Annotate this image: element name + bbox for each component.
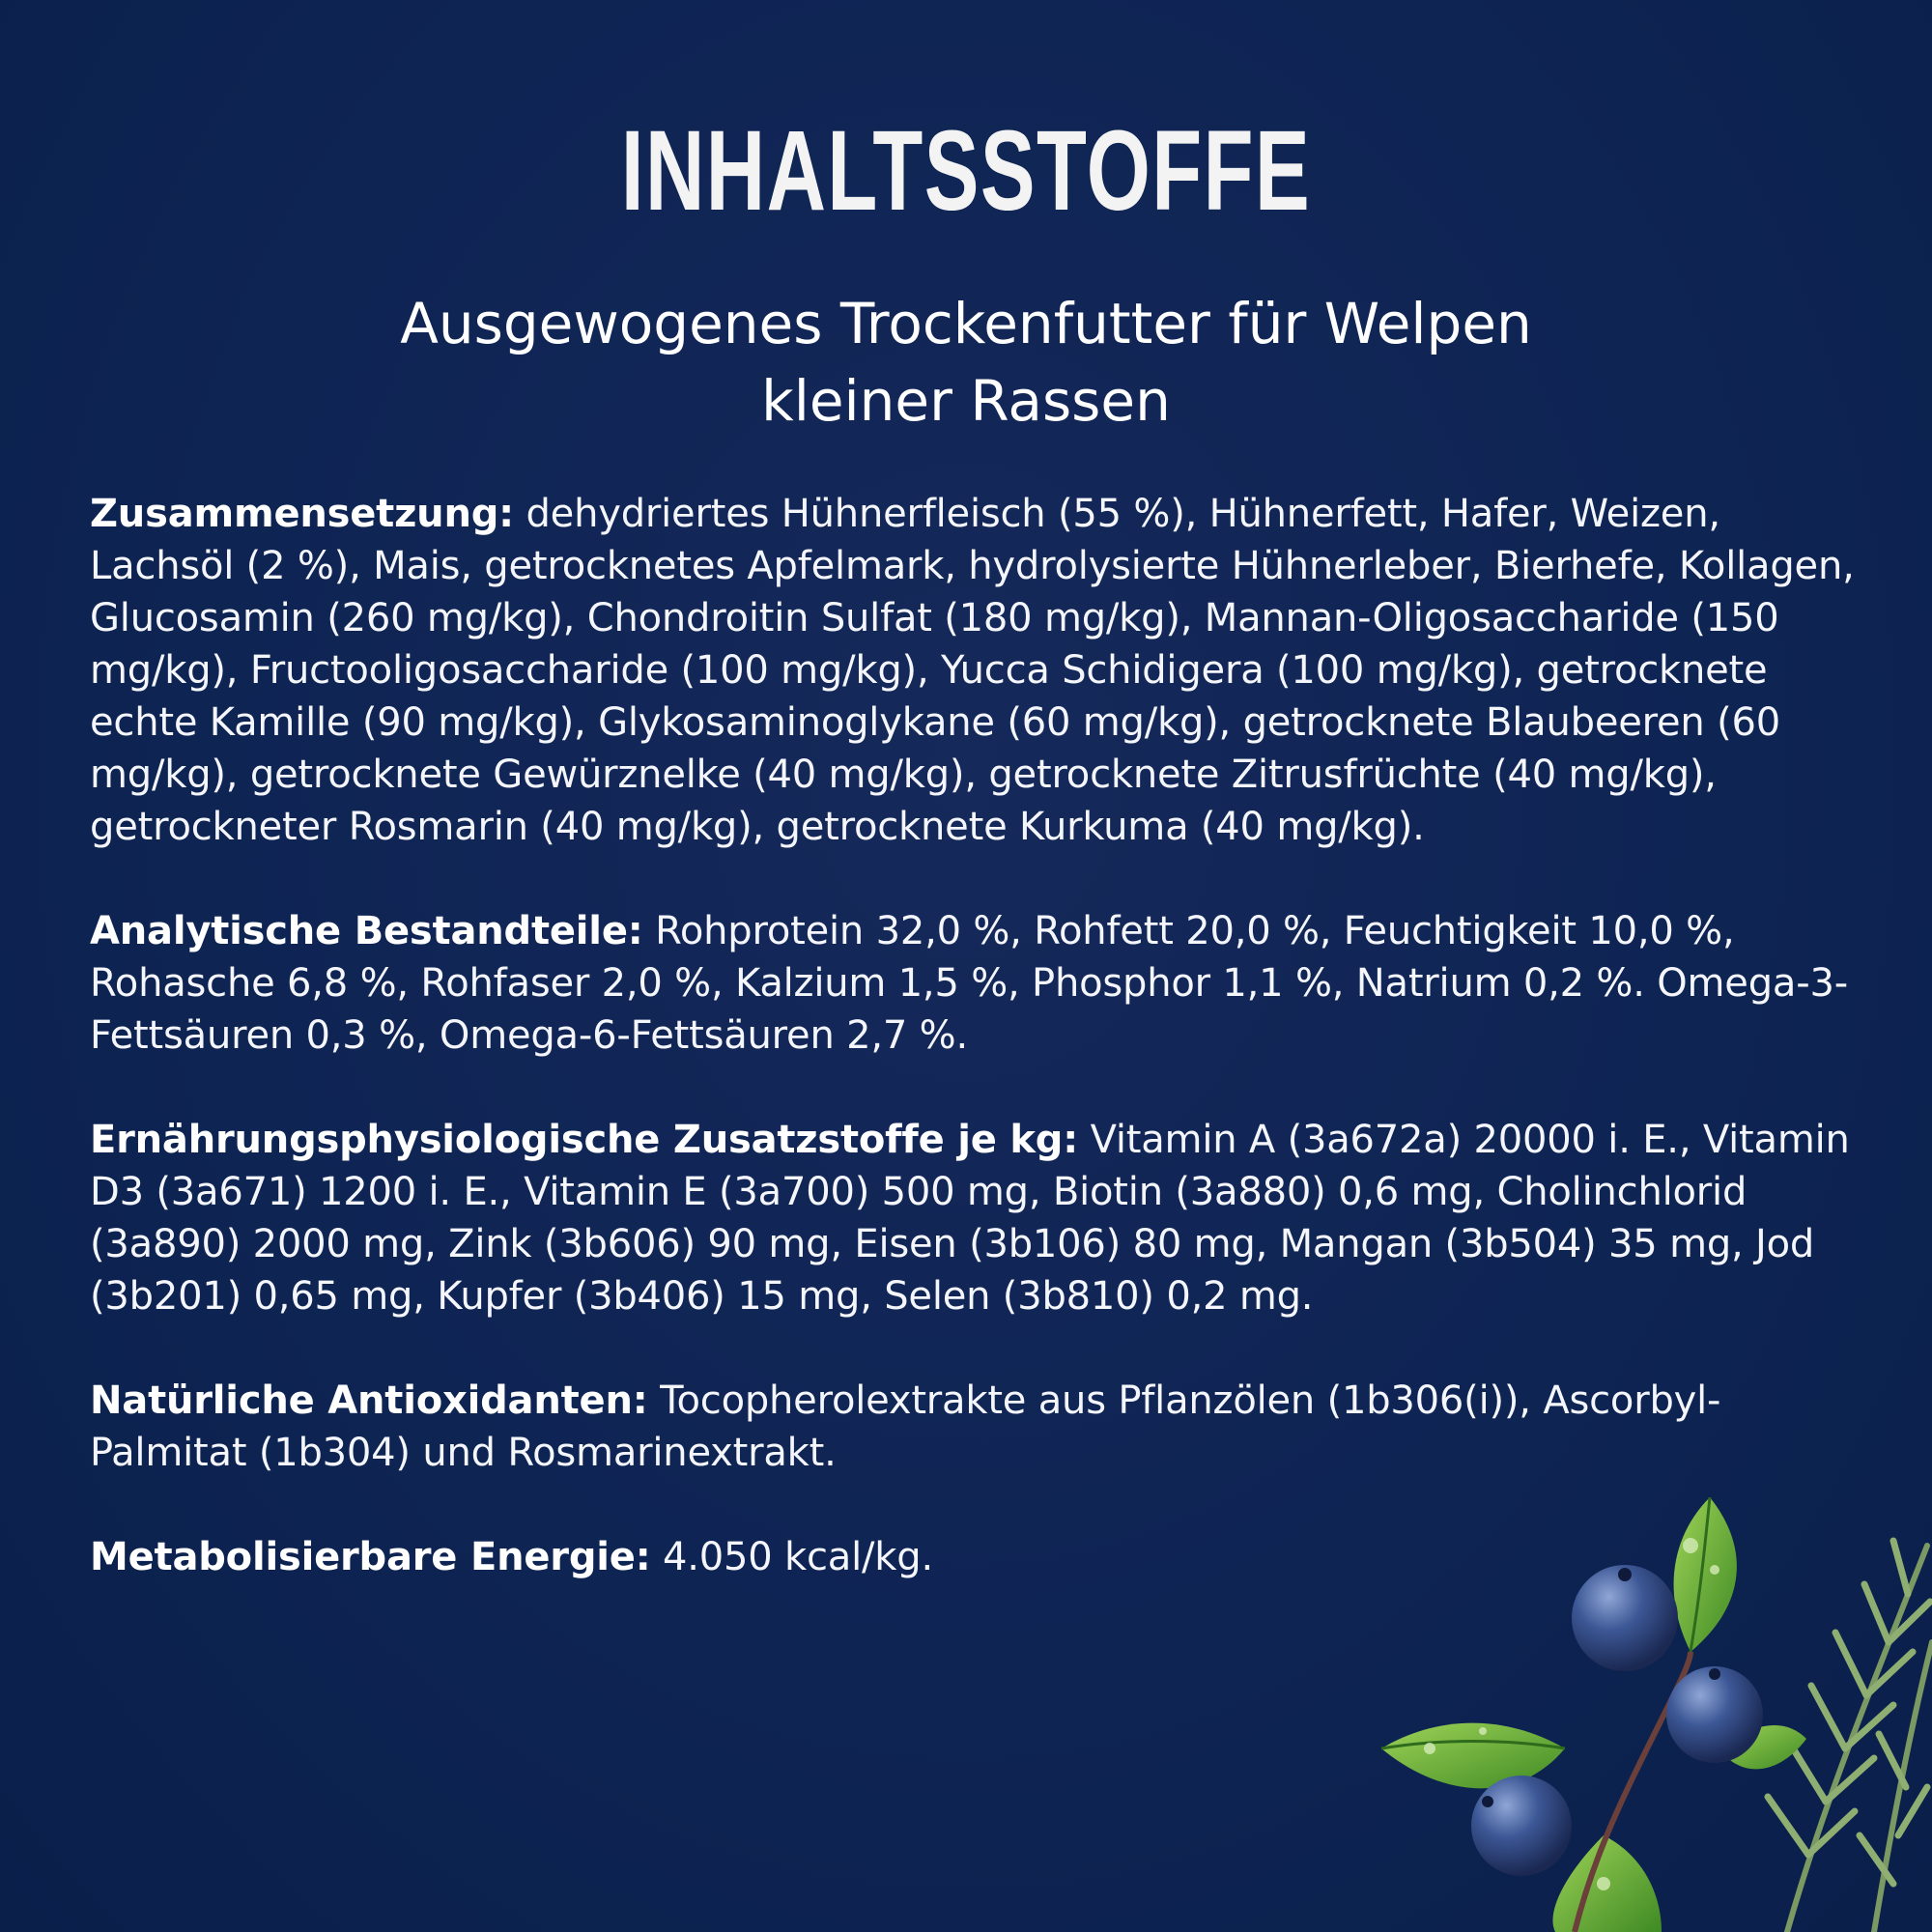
rosemary-needles-icon [1768, 1541, 1930, 1884]
additives-label: Ernährungsphysiologische Zusatzstoffe je kg: [90, 1118, 1079, 1162]
composition-section [90, 488, 1858, 853]
antioxidants-label: Natürliche Antioxidanten: [90, 1378, 648, 1423]
subtitle-line-1: Ausgewogenes Trockenfutter für Welpen [400, 291, 1532, 356]
additives-section [90, 1114, 1858, 1322]
antioxidants-text: Tocopherolextrakte aus Pflanzölen (1b306(i)), Ascorbyl-Palmitat (1b304) und Rosmarinextrakt. [90, 1378, 1721, 1475]
subtitle [193, 285, 1739, 440]
analytical-text: Rohprotein 32,0 %, Rohfett 20,0 %, Feuchtigkeit 10,0 %, Rohasche 6,8 %, Rohfaser 2,0 %, Kalzium 1,5 %, Phosphor 1,1 %, Natrium 0,2 %. Omega-3-Fettsäuren 0,3 %, Omega-6-Fettsäuren 2,7 %. [90, 909, 1848, 1058]
composition-text: dehydriertes Hühnerfleisch (55 %), Hühnerfett, Hafer, Weizen, Lachsöl (2 %), Mais, getrocknetes Apfelmark, hydrolysierte Hühnerleber, Bierhefe, Kollagen, Glucosamin (260 mg/kg), Chondroitin Sulfat (180 mg/kg), Mannan-Oligosaccharide (150 mg/kg), Fructooligosaccharide (100 mg/kg), Yucca Schidigera (100 mg/kg), getrocknete echte Kamille (90 mg/kg), Glykosaminoglykane (60 mg/kg), getrocknete Blaubeeren (60 mg/kg), getrocknete Gewürznelke (40 mg/kg), getrocknete Zitrusfrüchte (40 mg/kg), getrockneter Rosmarin (40 mg/kg), getrocknete Kurkuma (40 mg/kg). [90, 492, 1855, 849]
additives-text: Vitamin A (3a672a) 20000 i. E., Vitamin D3 (3a671) 1200 i. E., Vitamin E (3a700) 500 mg, Biotin (3a880) 0,6 mg, Cholinchlorid (3a890) 2000 mg, Zink (3b606) 90 mg, Eisen (3b106) 80 mg, Mangan (3b504) 35 mg, Jod (3b201) 0,65 mg, Kupfer (3b406) 15 mg, Selen (3b810) 0,2 mg. [90, 1118, 1850, 1319]
blueberry-rosemary-illustration-icon [1372, 1430, 1932, 1932]
composition-label: Zusammensetzung: [90, 492, 514, 536]
energy-text: 4.050 kcal/kg. [663, 1535, 933, 1579]
subtitle-line-2: kleiner Rassen [761, 368, 1171, 434]
analytical-label: Analytische Bestandteile: [90, 909, 643, 953]
analytical-section [90, 905, 1858, 1062]
energy-label: Metabolisierbare Energie: [90, 1535, 651, 1579]
page-title: INHALTSSTOFFE [620, 107, 1312, 235]
